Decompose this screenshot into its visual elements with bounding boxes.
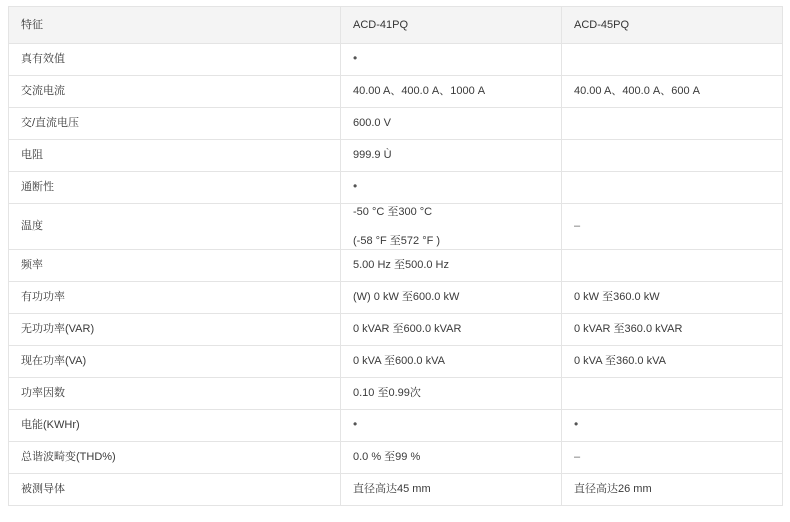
table-row (9, 474, 783, 506)
cell-feature: 通断性 (9, 172, 341, 204)
table-body (9, 44, 783, 506)
temperature-fahrenheit: (-58 °F 至572 °F ) (353, 234, 441, 247)
table-row (9, 282, 783, 314)
cell-feature: 温度 (9, 204, 341, 250)
temperature-range-lines (353, 204, 549, 249)
cell-acd45pq (562, 442, 783, 474)
cell-acd41pq: 40.00 A、400.0 A、1000 A (341, 76, 562, 108)
cell-feature: 功率因数 (9, 378, 341, 410)
cell-feature: 有功功率 (9, 282, 341, 314)
table-row (9, 314, 783, 346)
cell-acd41pq: 0.0 % 至99 % (341, 442, 562, 474)
table-row (9, 140, 783, 172)
cell-feature: 交流电流 (9, 76, 341, 108)
bullet-marker: • (353, 51, 358, 66)
table-header (9, 7, 783, 44)
table-row (9, 44, 783, 76)
cell-acd45pq (562, 378, 783, 410)
cell-feature: 电阻 (9, 140, 341, 172)
cell-acd45pq (562, 140, 783, 172)
cell-acd41pq (341, 44, 562, 76)
table-row (9, 378, 783, 410)
cell-acd45pq: 直径高达26 mm (562, 474, 783, 506)
column-header-acd41pq: ACD-41PQ (341, 7, 562, 44)
specification-table (8, 6, 783, 506)
cell-feature: 总谐波畸变(THD%) (9, 442, 341, 474)
table-row (9, 76, 783, 108)
not-available-dash: – (574, 220, 581, 233)
cell-acd45pq (562, 250, 783, 282)
table-row (9, 108, 783, 140)
cell-acd45pq (562, 410, 783, 442)
cell-feature: 真有效值 (9, 44, 341, 76)
cell-acd41pq: 5.00 Hz 至500.0 Hz (341, 250, 562, 282)
cell-acd41pq (341, 410, 562, 442)
table-row (9, 172, 783, 204)
cell-feature: 频率 (9, 250, 341, 282)
table-header-row (9, 7, 783, 44)
bullet-marker: • (574, 417, 579, 432)
cell-acd45pq: 0 kVA 至360.0 kVA (562, 346, 783, 378)
cell-acd41pq: 0.10 至0.99次 (341, 378, 562, 410)
cell-acd41pq: 0 kVA 至600.0 kVA (341, 346, 562, 378)
cell-acd45pq (562, 44, 783, 76)
table-row (9, 410, 783, 442)
cell-acd41pq: 600.0 V (341, 108, 562, 140)
table-row (9, 346, 783, 378)
cell-feature: 电能(KWHr) (9, 410, 341, 442)
column-header-acd45pq: ACD-45PQ (562, 7, 783, 44)
cell-feature: 现在功率(VA) (9, 346, 341, 378)
not-available-dash: – (574, 451, 581, 464)
table-row (9, 442, 783, 474)
cell-acd41pq (341, 204, 562, 250)
cell-acd45pq: 0 kW 至360.0 kW (562, 282, 783, 314)
table-row (9, 250, 783, 282)
cell-acd45pq: 40.00 A、400.0 A、600 A (562, 76, 783, 108)
table-row (9, 204, 783, 250)
cell-acd45pq (562, 108, 783, 140)
bullet-marker: • (353, 179, 358, 194)
cell-acd41pq: 直径高达45 mm (341, 474, 562, 506)
cell-acd41pq: (W) 0 kW 至600.0 kW (341, 282, 562, 314)
cell-acd41pq: 0 kVAR 至600.0 kVAR (341, 314, 562, 346)
cell-acd45pq: 0 kVAR 至360.0 kVAR (562, 314, 783, 346)
cell-acd41pq: 999.9 Ù (341, 140, 562, 172)
temperature-celsius: -50 °C 至300 °C (353, 206, 433, 218)
bullet-marker: • (353, 417, 358, 432)
column-header-feature: 特征 (9, 7, 341, 44)
cell-acd45pq (562, 172, 783, 204)
cell-acd45pq (562, 204, 783, 250)
cell-feature: 被测导体 (9, 474, 341, 506)
cell-acd41pq (341, 172, 562, 204)
cell-feature: 交/直流电压 (9, 108, 341, 140)
cell-feature: 无功功率(VAR) (9, 314, 341, 346)
